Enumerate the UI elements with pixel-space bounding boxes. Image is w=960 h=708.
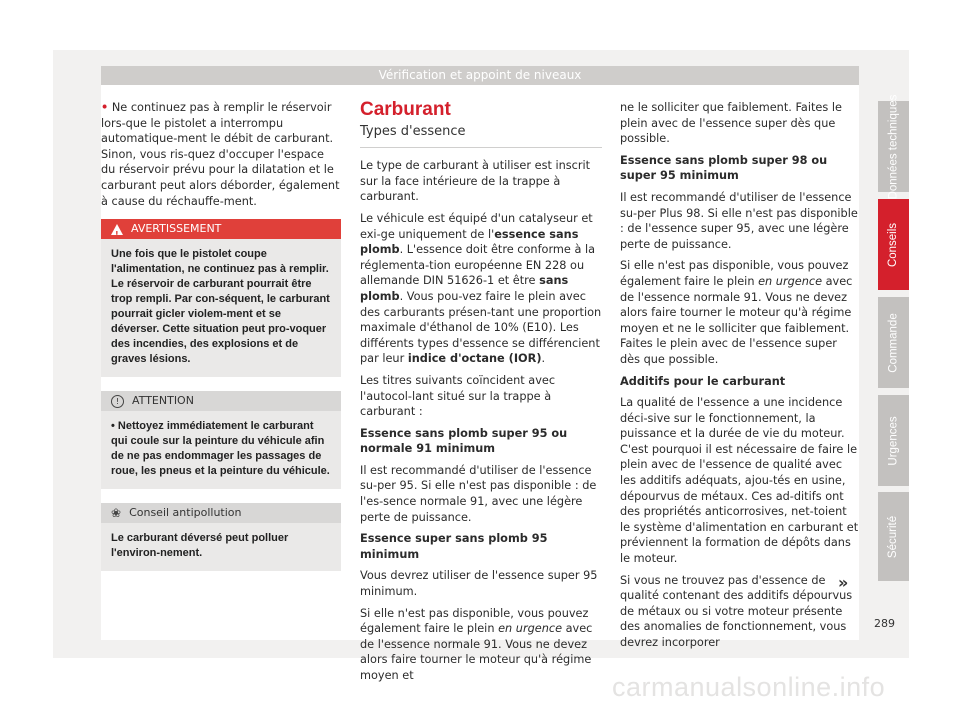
attention-header <box>101 391 341 411</box>
warning-title: AVERTISSEMENT <box>131 222 222 236</box>
tab-label: Données techniques <box>887 94 900 199</box>
attention-box <box>101 391 341 489</box>
subheading: Additifs pour le carburant <box>620 374 786 388</box>
column-left <box>101 100 341 571</box>
paragraph-fuel-type <box>360 211 602 367</box>
page-number: 289 <box>874 617 895 630</box>
column-middle <box>360 100 602 690</box>
paragraph-emergency <box>620 258 860 367</box>
text-run: Si elle n'est pas disponible, vous pouvez également faire le plein <box>360 606 589 636</box>
paragraph: Les titres suivants coïncident avec l'autocol-lant situé sur la trappe à carburant : <box>360 373 556 419</box>
paragraph-emergency <box>360 606 602 684</box>
environment-header <box>101 503 341 523</box>
warning-header <box>101 219 341 239</box>
section-title: Carburant <box>360 99 451 120</box>
paragraph: Le type de carburant à utiliser est inscrit sur la face intérieure de la trappe à carburant. <box>360 159 591 204</box>
warning-triangle-icon <box>111 224 123 235</box>
intro-text: Ne continuez pas à remplir le réservoir lors-que le pistolet a interrompu automatique-ment le débit de carburant. Sinon, vous ris-quez d'occuper l'espace du réservoir prévu pour la dilatation et le carburant peut alors déborder, également à cause du réchauffe-ment. <box>101 101 340 208</box>
text-run: . Vous pou-vez faire le plein avec des carburants présen-tant une proportion maximale d'éthanol de 10% (E10). Les différents types d'essence se différencient par leur <box>360 289 602 366</box>
text-run: . L'essence doit être conforme à la réglementa-tion européenne EN 228 ou allemande DIN 51626-1 et être <box>360 243 596 288</box>
subheading: Essence sans plomb super 95 ou normale 91 minimum <box>360 426 568 456</box>
tab-label: Commande <box>887 312 900 373</box>
text-run: . <box>541 352 546 366</box>
watermark: carmanualsonline.info <box>612 672 886 702</box>
continue-arrow-icon: » <box>838 573 849 592</box>
warning-box <box>101 219 341 377</box>
italic-text: en urgence <box>498 622 563 636</box>
leaf-icon: ❀ <box>111 506 122 521</box>
tab-commande[interactable] <box>878 297 909 388</box>
tab-securite[interactable] <box>878 492 909 581</box>
bold-text: indice d'octane (IOR) <box>407 352 542 366</box>
text-run: avec de l'essence normale 91. Vous ne devez alors faire tourner le moteur qu'à régime moyen et <box>360 622 593 682</box>
info-circle-icon: ! <box>111 395 124 408</box>
text-run: avec de l'essence normale 91. Vous ne devez alors faire tourner le moteur qu'à régime moyen et ne le solliciter que faiblement. Faites le plein avec de l'essence super dès que possible. <box>620 274 853 366</box>
bold-text: sans plomb <box>360 274 569 303</box>
text-run: Si elle n'est pas disponible, vous pouvez également faire le plein <box>620 259 849 288</box>
text-run: Le véhicule est équipé d'un catalyseur et exi-ge uniquement de l' <box>360 211 593 241</box>
page-header: Vérification et appoint de niveaux <box>101 66 859 85</box>
bullet-dot: • <box>101 101 109 114</box>
section-subtitle: Types d'essence <box>360 124 602 149</box>
bold-text: essence sans plomb <box>360 227 579 257</box>
paragraph: ne le solliciter que faiblement. Faites le plein avec de l'essence super dès que possible. <box>620 101 842 146</box>
tab-label: Sécurité <box>887 515 900 558</box>
subheading: Essence sans plomb super 98 ou super 95 minimum <box>620 153 828 183</box>
warning-text: Une fois que le pistolet coupe l'alimentation, ne continuez pas à remplir. Le réservoir de carburant pourrait être trop rempli. Par con-séquent, le carburant pourrait gicler violem-ment et se déverser. Cette situation peut pro-voquer des incendies, des explosions et de graves lésions. <box>101 239 341 377</box>
italic-text: en urgence <box>758 274 823 288</box>
tab-donnees-techniques[interactable] <box>878 94 909 199</box>
environment-title: Conseil antipollution <box>129 506 242 520</box>
chapter-tabs <box>878 94 909 581</box>
intro-paragraph <box>101 100 341 209</box>
paragraph: Si vous ne trouvez pas d'essence de qualité contenant des additifs dépourvus de métaux ou si votre moteur présente des anomalies de fonctionnement, vous devrez incorporer <box>620 573 853 649</box>
paragraph: Il est recommandé d'utiliser de l'essence su-per Plus 98. Si elle n'est pas disponible : de l'essence super 95, avec une légère perte de puissance. <box>620 190 858 251</box>
paragraph: La qualité de l'essence a une incidence déci-sive sur le fonctionnement, la puissance et la durée de vie du moteur. C'est pourquoi il est nécessaire de faire le plein avec de l'essence de qualité avec les additifs adéquats, ajou-tés en usine, dépourvus de métaux. Ces ad-ditifs ont des propriétés anticorrosives, net-toient le système d'alimentation en carburant et préviennent la formation de dépôts dans le moteur. <box>620 396 859 566</box>
subheading: Essence super sans plomb 95 minimum <box>360 532 548 561</box>
column-right <box>620 100 860 657</box>
attention-body <box>101 411 341 489</box>
environment-text: Le carburant déversé peut polluer l'environ-nement. <box>101 523 341 571</box>
environment-box <box>101 503 341 571</box>
paragraph: Vous devrez utiliser de l'essence super 95 minimum. <box>360 569 598 599</box>
attention-bullet: • <box>111 420 115 433</box>
attention-text: Nettoyez immédiatement le carburant qui coule sur la peinture du véhicule afin de ne pas endommager les passages de roue, les pneus et la peinture du véhicule. <box>111 420 330 478</box>
tab-conseils[interactable] <box>878 199 909 290</box>
attention-title: ATTENTION <box>132 394 194 408</box>
tab-urgences[interactable] <box>878 395 909 486</box>
paragraph: Il est recommandé d'utiliser de l'essence su-per 95. Si elle n'est pas disponible : de l'es-sence normale 91, avec une légère perte de puissance. <box>360 463 597 524</box>
tab-label: Urgences <box>887 415 900 466</box>
tab-label: Conseils <box>887 222 900 267</box>
